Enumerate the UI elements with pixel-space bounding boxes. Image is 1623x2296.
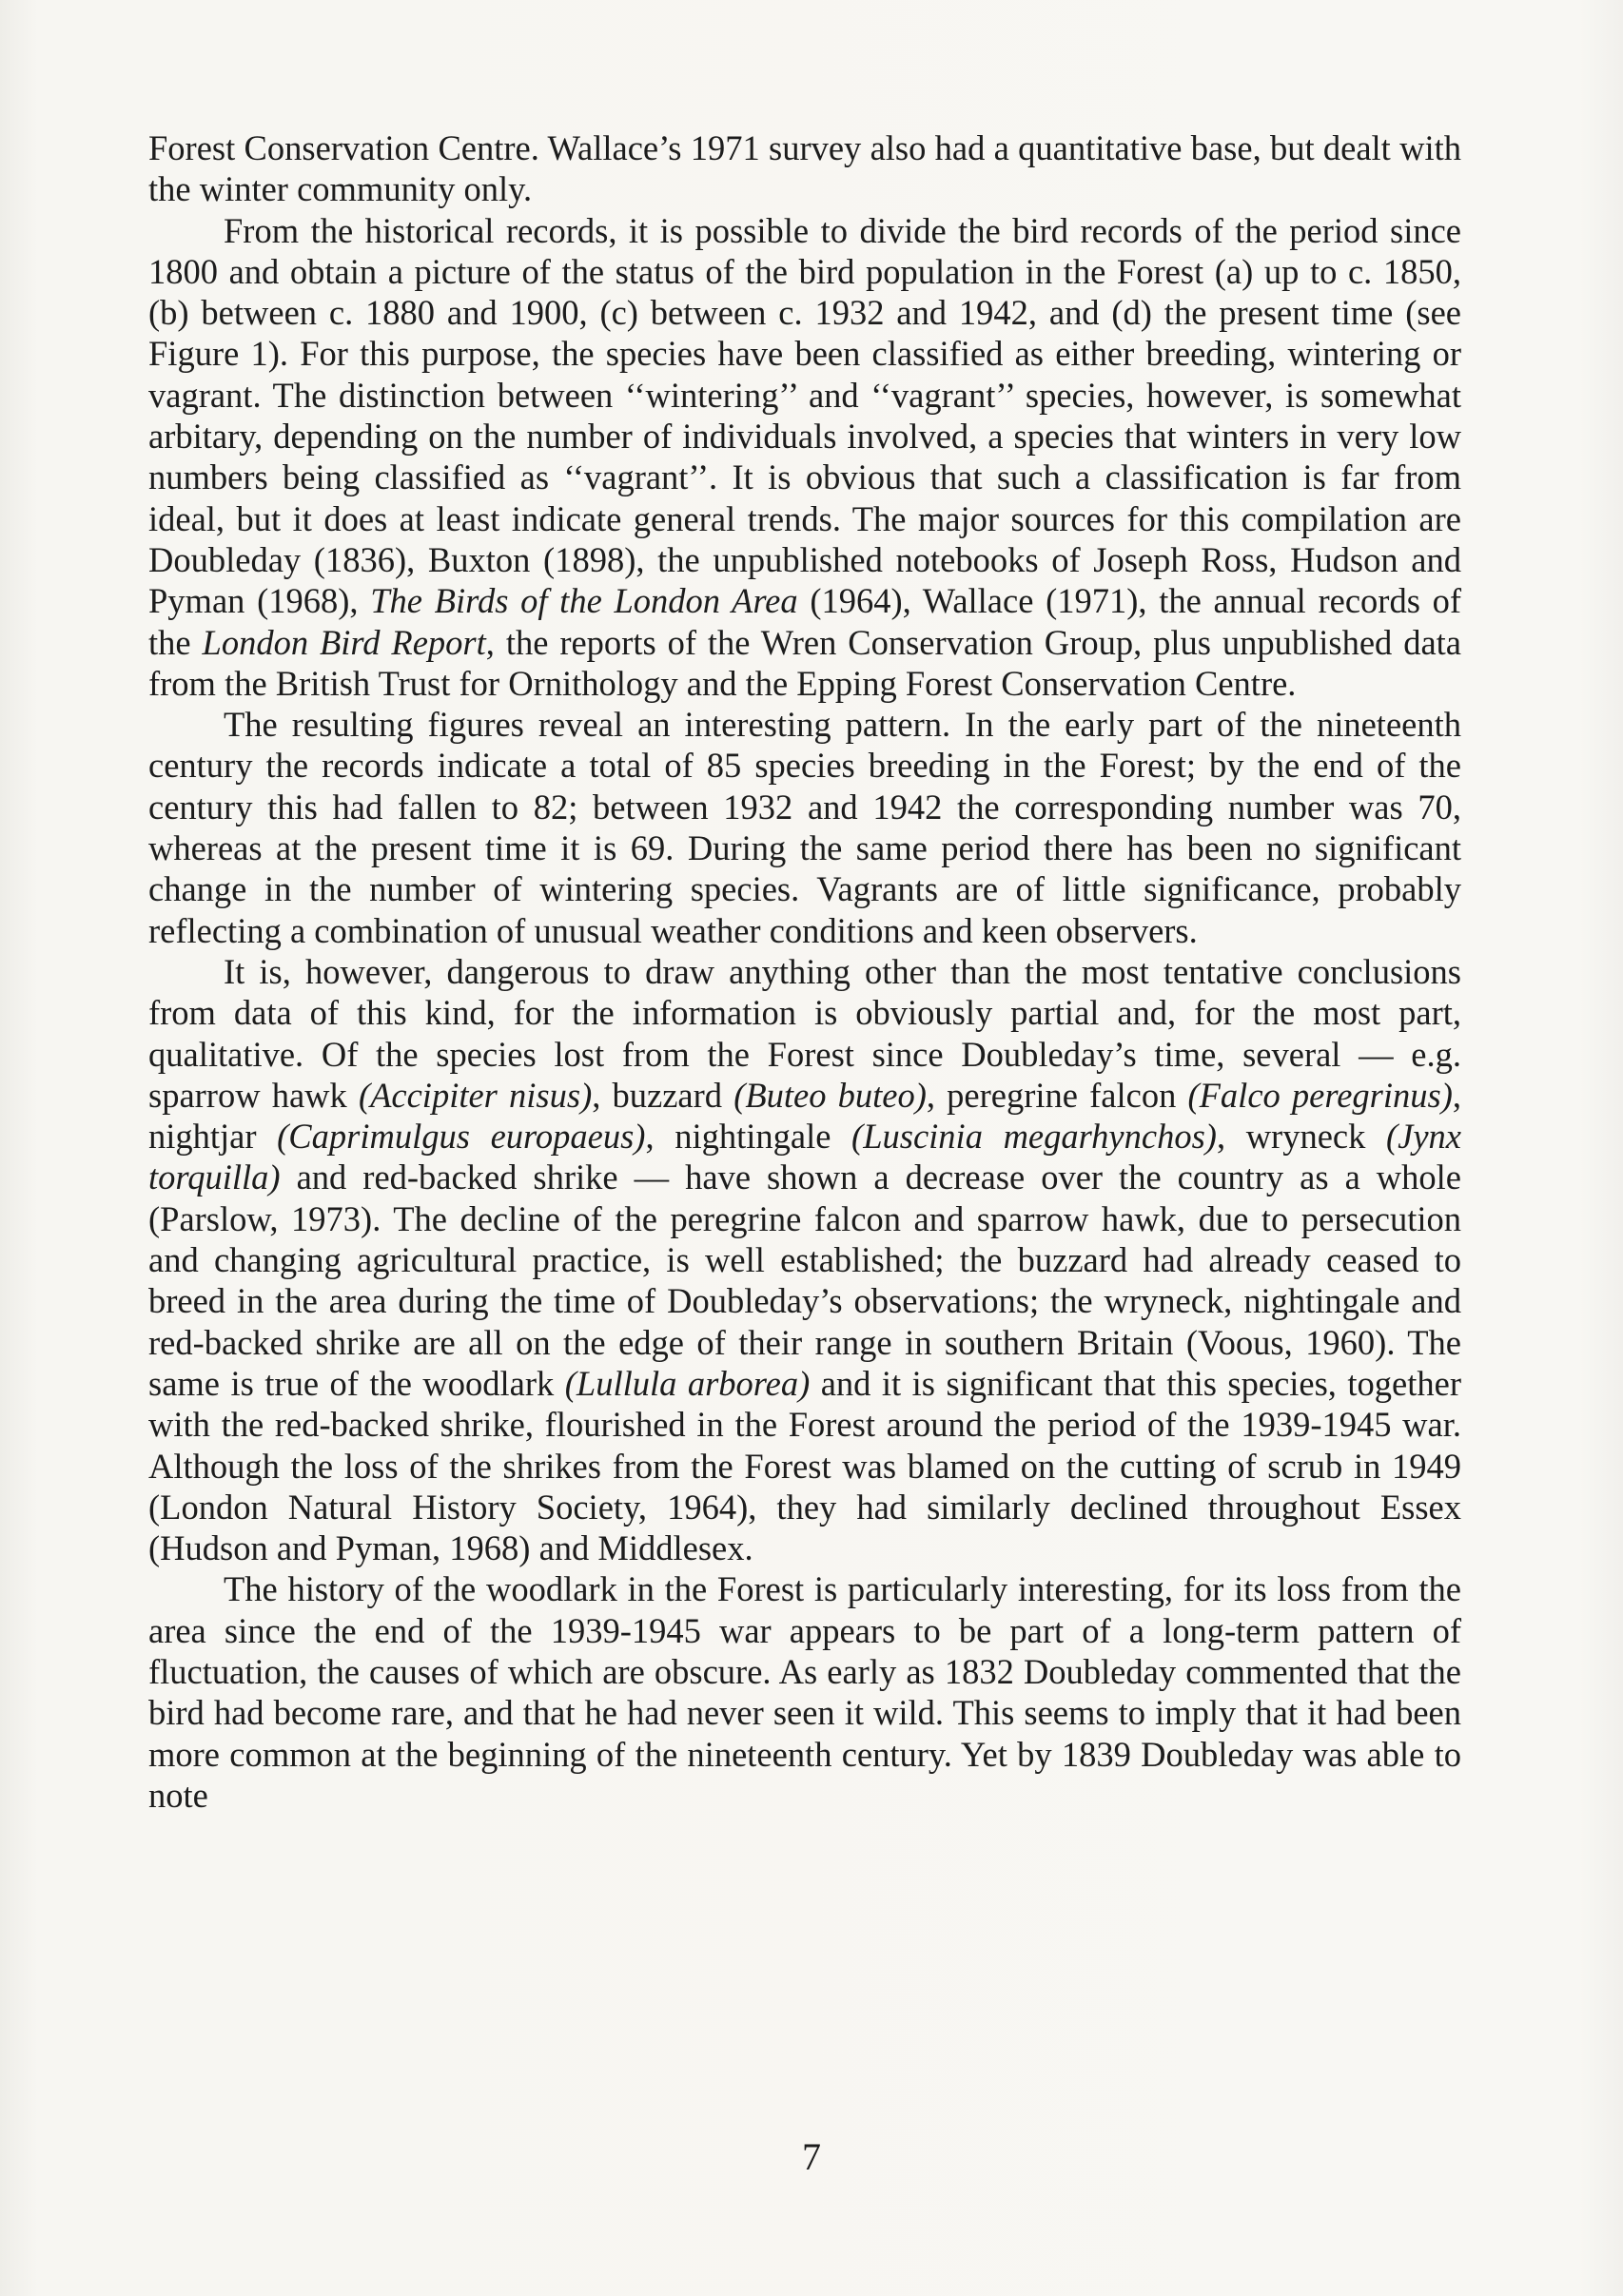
paragraph (148, 704, 1461, 951)
italic-text: (Falco peregrinus) (1187, 1075, 1453, 1115)
text-run: Forest Conservation Centre. Wallace’s 1971 survey also had a quantitative base, but dealt with the winter community only. (148, 128, 1461, 209)
text-run: and red-backed shrike — have shown a decrease over the country as a whole (Parslow, 1973). The decline of the peregrine falcon and sparrow hawk, due to persecution and changing agricultural practice, is well established; the buzzard had already ceased to breed in the area during the time of Doubleday’s observations; the wryneck, nightingale and red-backed shrike are all on the edge of their range in southern Britain (Voous, 1960). The same is true of the woodlark (148, 1158, 1461, 1403)
italic-text: (Luscinia megarhynchos) (851, 1117, 1217, 1157)
italic-text: (Jynx torquilla) (148, 1117, 1461, 1197)
text-run: , buzzard (592, 1075, 734, 1115)
page-number: 7 (802, 2135, 821, 2178)
text-run: It is, however, dangerous to draw anything other than the most tentative conclusions from data of this kind, for the information is obviously partial and, for the most part, qualitative. Of the species lost from the Forest since Doubleday’s time, several — e.g. sparrow hawk (148, 951, 1461, 1115)
text-run: The resulting figures reveal an interesting pattern. In the early part of the nineteenth century the records indicate a total of 85 species breeding in the Forest; by the end of the century this had fallen to 82; between 1932 and 1942 the corresponding number was 70, whereas at the present time it is 69. During the same period there has been no significant change in the number of wintering species. Vagrants are of little significance, probably reflecting a combination of unusual weather conditions and keen observers. (148, 705, 1461, 950)
text-run: , nightingale (645, 1117, 852, 1157)
text-run: (1964), Wallace (1971), the annual records of the (148, 581, 1462, 662)
text-run: , peregrine falcon (926, 1075, 1188, 1115)
italic-text: (Buteo buteo) (733, 1075, 927, 1115)
paragraph (148, 210, 1461, 705)
italic-text: (Accipiter nisus) (358, 1075, 593, 1115)
paragraph (148, 127, 1461, 210)
text-run: From the historical records, it is possible to divide the bird records of the period since 1800 and obtain a picture of the status of the bird population in the Forest (a) up to c. 1850, (b) between c. 1880 and 1900, (c) between c. 1932 and 1942, and (d) the present time (see Figure 1). For this purpose, the species have been classified as either breeding, wintering or vagrant. The distinction between ‘‘wintering’’ and ‘‘vagrant’’ species, however, is somewhat arbitary, depending on the number of individuals involved, a species that winters in very low numbers being classified as ‘‘vagrant’’. It is obvious that such a classification is far from ideal, but it does at least indicate general trends. The major sources for this compilation are Doubleday (1836), Buxton (1898), the unpublished notebooks of Joseph Ross, Hudson and Pyman (1968), (148, 210, 1461, 621)
paragraph (148, 951, 1461, 1568)
italic-text: The Birds of the London Area (370, 581, 798, 621)
text-run: , wryneck (1216, 1117, 1386, 1157)
text-run: , nightjar (148, 1075, 1462, 1157)
italic-text: London Bird Report (202, 622, 486, 662)
text-run: The history of the woodlark in the Forest is particularly interesting, for its loss from the area since the end of the 1939-1945 war appears to be part of a long-term pattern of fluctuation, the causes of which are obscure. As early as 1832 Doubleday commented that the bird had become rare, and that he had never seen it wild. This seems to imply that it had been more common at the beginning of the nineteenth century. Yet by 1839 Doubleday was able to note (148, 1569, 1461, 1815)
body-text (148, 127, 1461, 1816)
text-run: , the reports of the Wren Conservation Group, plus unpublished data from the British Trust for Ornithology and the Epping Forest Conservation Centre. (148, 622, 1462, 703)
paragraph (148, 1568, 1461, 1816)
italic-text: (Lullula arborea) (564, 1363, 811, 1403)
text-run: and it is significant that this species, together with the red-backed shrike, flourished in the Forest around the period of the 1939-1945 war. Although the loss of the shrikes from the Forest was blamed on the cutting of scrub in 1949 (London Natural History Society, 1964), they had similarly declined throughout Essex (Hudson and Pyman, 1968) and Middlesex. (148, 1363, 1461, 1568)
italic-text: (Caprimulgus europaeus) (277, 1117, 646, 1157)
